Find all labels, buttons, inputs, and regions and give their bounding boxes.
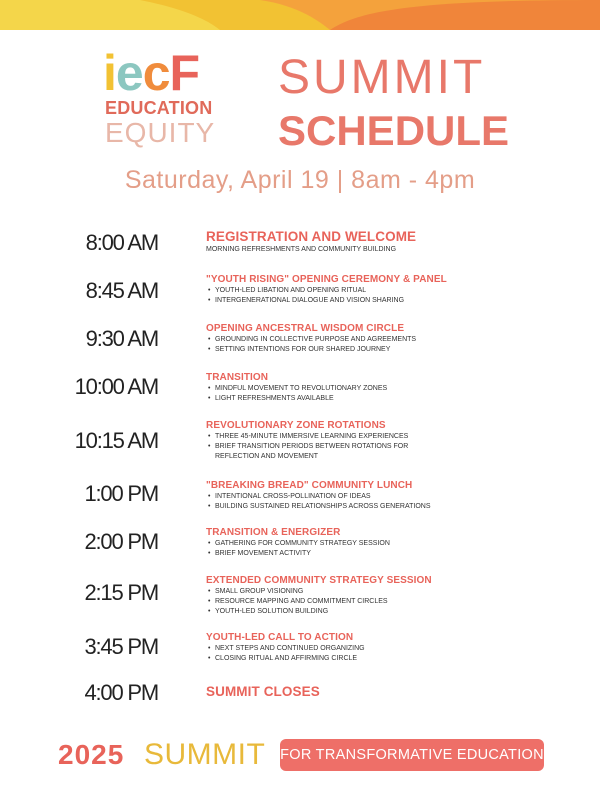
event-title: "BREAKING BREAD" COMMUNITY LUNCH	[206, 480, 413, 491]
bullet-item	[206, 654, 566, 664]
event-bullet-list	[206, 432, 426, 462]
bullet-dot-icon: •	[208, 588, 211, 595]
logo-letter-f: F	[169, 45, 200, 101]
schedule-item	[206, 684, 566, 700]
bullet-text: THREE 45-MINUTE IMMERSIVE LEARNING EXPERIENCES	[215, 433, 409, 440]
bullet-text: BRIEF MOVEMENT ACTIVITY	[215, 550, 311, 557]
bullet-item	[206, 549, 566, 559]
bullet-text: BRIEF TRANSITION PERIODS BETWEEN ROTATIONS FOR REFLECTION AND MOVEMENT	[215, 443, 409, 460]
bullet-item	[206, 644, 566, 654]
bullet-text: BUILDING SUSTAINED RELATIONSHIPS ACROSS GENERATIONS	[215, 503, 431, 510]
event-title: TRANSITION	[206, 372, 269, 383]
bullet-dot-icon: •	[208, 503, 211, 510]
bullet-item	[206, 597, 566, 607]
footer-summit-word: SUMMIT	[144, 738, 266, 771]
bullet-dot-icon: •	[208, 608, 211, 615]
schedule-item	[206, 419, 566, 462]
event-title: "YOUTH RISING" OPENING CEREMONY & PANEL	[206, 274, 447, 285]
time-label: 9:30 AM	[85, 326, 158, 351]
schedule-item	[206, 371, 566, 404]
bullet-text: YOUTH-LED SOLUTION BUILDING	[215, 608, 329, 615]
logo-letter-i: i	[103, 45, 116, 101]
time-label: 10:00 AM	[74, 374, 158, 399]
title-schedule: SCHEDULE	[278, 107, 510, 154]
bullet-dot-icon: •	[208, 443, 211, 450]
event-title: TRANSITION & ENERGIZER	[206, 527, 341, 538]
bullet-text: NEXT STEPS AND CONTINUED ORGANIZING	[215, 645, 365, 652]
event-title: YOUTH-LED CALL TO ACTION	[206, 632, 354, 643]
footer-year: 2025	[58, 739, 125, 770]
time-label: 3:45 PM	[84, 634, 158, 659]
title-summit: SUMMIT	[278, 51, 486, 104]
event-bullet-list	[206, 644, 566, 664]
bullet-item	[206, 335, 566, 345]
time-label: 2:15 PM	[84, 580, 158, 605]
time-label: 2:00 PM	[84, 529, 158, 554]
time-label: 8:00 AM	[85, 230, 158, 255]
schedule-item	[206, 526, 566, 559]
bullet-dot-icon: •	[208, 297, 211, 304]
event-title: REGISTRATION AND WELCOME	[206, 229, 417, 244]
bullet-text: INTERGENERATIONAL DIALOGUE AND VISION SHARING	[215, 297, 405, 304]
event-bullet-list	[206, 384, 566, 404]
bullet-item	[206, 442, 426, 462]
bullet-dot-icon: •	[208, 540, 211, 547]
bullet-dot-icon: •	[208, 346, 211, 353]
bullet-text: GROUNDING IN COLLECTIVE PURPOSE AND AGREEMENTS	[215, 336, 417, 343]
bullet-dot-icon: •	[208, 645, 211, 652]
bullet-dot-icon: •	[208, 433, 211, 440]
bullet-dot-icon: •	[208, 385, 211, 392]
bullet-item	[206, 587, 566, 597]
time-label: 8:45 AM	[85, 278, 158, 303]
bullet-item	[206, 539, 566, 549]
schedule-item	[206, 479, 566, 512]
bullet-dot-icon: •	[208, 598, 211, 605]
time-label: 1:00 PM	[84, 481, 158, 506]
event-title: REVOLUTIONARY ZONE ROTATIONS	[206, 420, 386, 431]
top-decorative-band	[0, 0, 600, 30]
event-bullet-list	[206, 335, 566, 355]
bullet-text: MINDFUL MOVEMENT TO REVOLUTIONARY ZONES	[215, 385, 388, 392]
bullet-item	[206, 384, 566, 394]
bullet-dot-icon: •	[208, 655, 211, 662]
bullet-dot-icon: •	[208, 550, 211, 557]
footer-tagline-pill: FOR TRANSFORMATIVE EDUCATION	[280, 739, 544, 771]
bullet-item	[206, 502, 566, 512]
bullet-text: RESOURCE MAPPING AND COMMITMENT CIRCLES	[215, 598, 388, 605]
bullet-item	[206, 492, 566, 502]
bullet-dot-icon: •	[208, 336, 211, 343]
schedule-item	[206, 273, 566, 306]
event-bullet-list	[206, 587, 566, 617]
wave-graphic	[0, 0, 600, 30]
bullet-text: YOUTH-LED LIBATION AND OPENING RITUAL	[215, 287, 367, 294]
bullet-text: INTENTIONAL CROSS-POLLINATION OF IDEAS	[215, 493, 371, 500]
event-date-line: Saturday, April 19 | 8am - 4pm	[124, 166, 476, 194]
logo-letter-c: c	[142, 45, 170, 101]
schedule-item	[206, 631, 566, 664]
time-label: 10:15 AM	[74, 428, 158, 453]
bullet-item	[206, 286, 566, 296]
bullet-item	[206, 394, 566, 404]
bullet-dot-icon: •	[208, 395, 211, 402]
bullet-text: SETTING INTENTIONS FOR OUR SHARED JOURNEY	[215, 346, 391, 353]
bullet-item	[206, 432, 426, 442]
bullet-text: GATHERING FOR COMMUNITY STRATEGY SESSION	[215, 540, 390, 547]
event-title: SUMMIT CLOSES	[206, 684, 320, 699]
bullet-item	[206, 345, 566, 355]
iecf-logo	[103, 45, 233, 150]
bullet-dot-icon: •	[208, 493, 211, 500]
bullet-text: SMALL GROUP VISIONING	[215, 588, 304, 595]
bullet-item	[206, 296, 566, 306]
event-bullet-list	[206, 492, 566, 512]
event-title: EXTENDED COMMUNITY STRATEGY SESSION	[206, 575, 432, 586]
bullet-text: LIGHT REFRESHMENTS AVAILABLE	[215, 395, 334, 402]
schedule-item	[206, 229, 566, 255]
bullet-text: CLOSING RITUAL AND AFFIRMING CIRCLE	[215, 655, 358, 662]
event-bullet-list	[206, 539, 566, 559]
logo-education-text: EDUCATION	[105, 98, 213, 118]
time-label: 4:00 PM	[84, 680, 158, 705]
bullet-item	[206, 607, 566, 617]
event-bullet-list	[206, 286, 566, 306]
logo-equity-text: EQUITY	[105, 117, 216, 148]
schedule-item	[206, 574, 566, 617]
schedule-item	[206, 322, 566, 355]
bullet-dot-icon: •	[208, 287, 211, 294]
logo-letter-e: e	[115, 45, 143, 101]
event-title: OPENING ANCESTRAL WISDOM CIRCLE	[206, 323, 405, 334]
logo-letters	[103, 45, 200, 101]
event-subtitle: MORNING REFRESHMENTS AND COMMUNITY BUILDING	[206, 246, 397, 253]
